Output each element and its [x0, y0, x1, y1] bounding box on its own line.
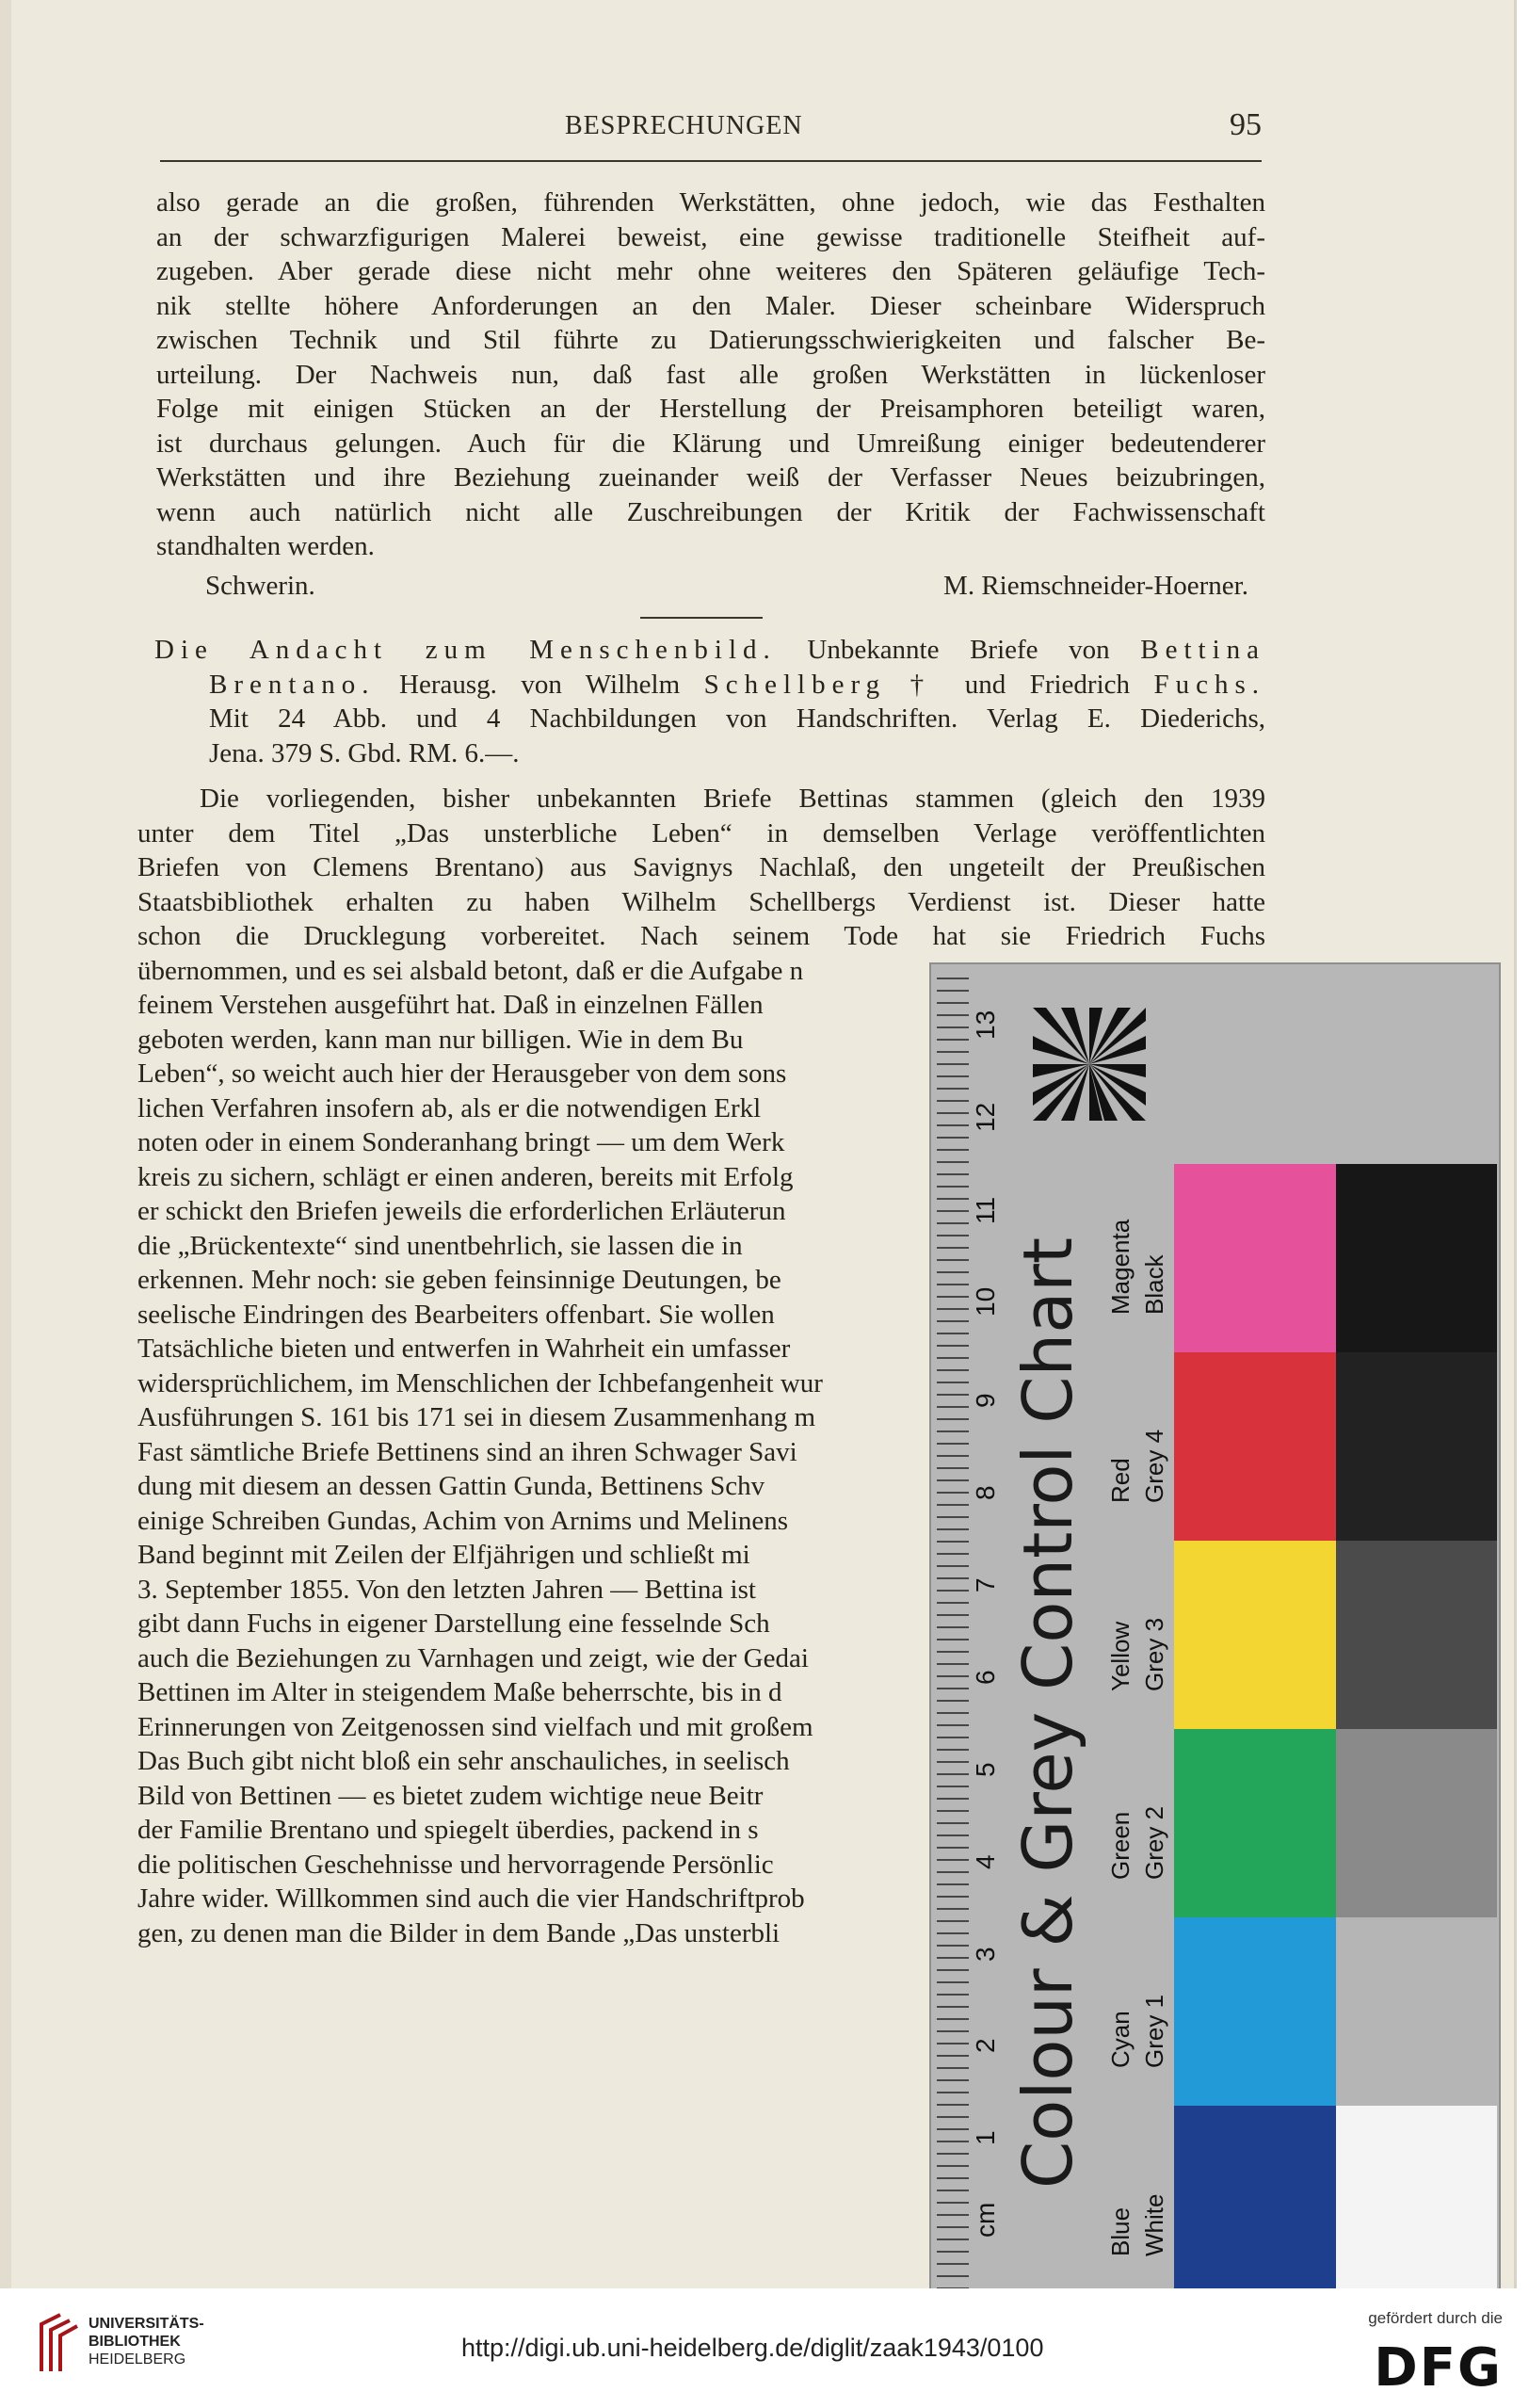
text-line: also gerade an die großen, führenden Werkstätten, ohne jedoch, wie das Festhalten: [156, 187, 1265, 218]
paragraph-continuation: [156, 186, 1265, 564]
colour-swatch: [1174, 1917, 1336, 2106]
library-name-line: HEIDELBERG: [89, 2351, 186, 2368]
section-divider: [640, 617, 763, 619]
grey-label: Grey 3: [1140, 1617, 1168, 1691]
text-line: dung mit diesem an dessen Gattin Gunda, Bettinens Schv: [137, 1471, 765, 1501]
colour-swatch: [1174, 1729, 1336, 1917]
editor-connector: † und Friedrich: [909, 669, 1130, 700]
text-line: wenn auch natürlich nicht alle Zuschreibungen der Kritik der Fachwissenschaft: [156, 496, 1265, 527]
grey-swatch: [1336, 1164, 1497, 1352]
cm-ruler: [937, 978, 969, 2294]
text-line: unter dem Titel „Das unsterbliche Leben“ in demselben Verlage veröffentlichten: [137, 817, 1265, 848]
grey-label: Black: [1140, 1254, 1168, 1315]
editor-prefix: Herausg. von Wilhelm: [399, 669, 681, 700]
colour-label: Yellow: [1106, 1621, 1135, 1691]
page-shadow-edge: [0, 0, 11, 2288]
text-line: seelische Eindringen des Bearbeiters offenbart. Sie wollen: [137, 1299, 775, 1330]
library-logo-icon: [36, 2311, 79, 2375]
colour-swatch: [1174, 1541, 1336, 1729]
entry-details: Mit 24 Abb. und 4 Nachbildungen von Handschriften. Verlag E. Diederichs,: [209, 703, 1265, 734]
ruler-label: cm: [971, 2202, 1000, 2238]
text-line: an der schwarzfigurigen Malerei beweist, eine gewisse traditionelle Steifheit auf-: [156, 221, 1265, 252]
text-line: Folge mit einigen Stücken an der Herstellung der Preisamphoren beteiligt waren,: [156, 394, 1265, 424]
grey-label: Grey 1: [1140, 1994, 1168, 2068]
colour-label: Red: [1106, 1458, 1135, 1503]
review-signature: [156, 571, 1265, 605]
ruler-label: 3: [971, 1946, 1000, 1962]
text-line: lichen Verfahren insofern ab, als er die notwendigen Erkl: [137, 1092, 762, 1123]
text-line: standhalten werden.: [156, 531, 375, 561]
chart-title: Colour & Grey Control Chart: [1008, 1236, 1087, 2189]
text-line: Werkstätten und ihre Beziehung zueinander weiß der Verfasser Neues beizubringen,: [156, 462, 1265, 493]
colour-swatch: [1174, 1352, 1336, 1541]
text-line: Jahre wider. Willkommen sind auch die vier Handschriftprob: [137, 1883, 805, 1914]
text-line: Briefen von Clemens Brentano) aus Savignys Nachlaß, den ungeteilt der Preußischen: [137, 852, 1265, 882]
colour-label: Magenta: [1106, 1219, 1135, 1315]
text-line: feinem Verstehen ausgeführt hat. Daß in einzelnen Fällen: [137, 990, 764, 1020]
text-line: widersprüchlichem, im Menschlichen der Ichbefangenheit wur: [137, 1367, 823, 1398]
funding-note: gefördert durch die: [1368, 2309, 1503, 2327]
permalink-url[interactable]: http://digi.ub.uni-heidelberg.de/diglit/zaak1943/0100: [461, 2334, 1044, 2362]
text-line: Erinnerungen von Zeitgenossen sind vielfach und mit großem: [137, 1711, 813, 1742]
signature-author: M. Riemschneider-Hoerner.: [943, 571, 1248, 601]
footer: [0, 2288, 1529, 2408]
text-line: nik stellte höhere Anforderungen an den Maler. Dieser scheinbare Widerspruch: [156, 290, 1265, 321]
book-title: Die Andacht zum Menschenbild.: [154, 635, 777, 665]
ruler-label: 1: [971, 2130, 1000, 2146]
text-line: gibt dann Fuchs in eigener Darstellung eine fesselnde Sch: [137, 1608, 770, 1639]
text-line: 3. September 1855. Von den letzten Jahren — Bettina ist: [137, 1574, 756, 1605]
text-line: noten oder in einem Sonderanhang bringt — um dem Werk: [137, 1127, 785, 1157]
author-first-name: Bettina: [1140, 635, 1265, 665]
author-last-name: Brentano.: [209, 669, 376, 700]
ruler-label: 4: [971, 1854, 1000, 1869]
grey-swatch: [1336, 1352, 1497, 1541]
text-line: Bettinen im Alter in steigendem Maße beherrschte, bis in d: [137, 1677, 782, 1707]
grey-label: White: [1140, 2193, 1168, 2256]
text-line: der Familie Brentano und spiegelt überdies, packend in s: [137, 1815, 759, 1845]
text-line: schon die Drucklegung vorbereitet. Nach seinem Tode hat sie Friedrich Fuchs: [137, 921, 1265, 951]
ruler-label: 6: [971, 1670, 1000, 1685]
starburst-logo-icon: [1033, 1008, 1146, 1121]
colour-label: Cyan: [1106, 2011, 1135, 2068]
ruler-label: 11: [971, 1196, 1000, 1224]
grey-label: Grey 2: [1140, 1805, 1168, 1880]
ruler-label: 9: [971, 1393, 1000, 1409]
page-number: 95: [1230, 107, 1262, 142]
running-head: [160, 105, 1262, 153]
text-line: einige Schreiben Gundas, Achim von Arnims und Melinens: [137, 1505, 789, 1536]
text-line: urteilung. Der Nachweis nun, daß fast alle großen Werkstätten in lückenloser: [156, 359, 1265, 390]
text-line: Bild von Bettinen — es bietet zudem wichtige neue Beitr: [137, 1780, 764, 1811]
ruler-label: 12: [971, 1102, 1000, 1132]
colour-swatch: [1174, 2106, 1336, 2294]
text-line: er schickt den Briefen jeweils die erforderlichen Erläuterun: [137, 1196, 786, 1226]
signature-place: Schwerin.: [205, 571, 315, 601]
text-line: zwischen Technik und Stil führte zu Datierungsschwierigkeiten und falscher Be-: [156, 325, 1265, 355]
grey-label: Grey 4: [1140, 1429, 1168, 1503]
colour-label: Blue: [1106, 2206, 1135, 2256]
grey-swatch: [1336, 1917, 1497, 2106]
bibliographic-entry: [154, 633, 1265, 770]
grey-swatch: [1336, 1729, 1497, 1917]
text-line: auch die Beziehungen zu Varnhagen und zeigt, wie der Gedai: [137, 1642, 809, 1673]
colour-swatches: [1174, 1164, 1336, 2294]
grey-swatch: [1336, 2106, 1497, 2294]
text-line: Staatsbibliothek erhalten zu haben Wilhelm Schellbergs Verdienst ist. Dieser hatte: [137, 886, 1265, 917]
book-subtitle: Unbekannte Briefe von: [807, 635, 1110, 665]
text-line: ist durchaus gelungen. Auch für die Klärung und Umreißung einiger bedeutenderer: [156, 428, 1265, 459]
text-line: zugeben. Aber gerade diese nicht mehr ohne weiteres den Späteren geläufige Tech-: [156, 256, 1265, 286]
ruler-label: 10: [971, 1286, 1000, 1317]
library-name: [89, 2315, 204, 2368]
text-line: geboten werden, kann man nur billigen. Wie in dem Bu: [137, 1024, 744, 1055]
text-line: Ausführungen S. 161 bis 171 sei in diesem Zusammenhang m: [137, 1402, 816, 1432]
text-line: Das Buch gibt nicht bloß ein sehr anschauliches, in seelisch: [137, 1746, 790, 1776]
text-line: Leben“, so weicht auch hier der Herausgeber von dem sons: [137, 1059, 787, 1089]
text-line: übernommen, und es sei alsbald betont, daß er die Aufgabe n: [137, 955, 804, 986]
text-line: gen, zu denen man die Bilder in dem Bande „Das unsterbli: [137, 1917, 781, 1948]
dfg-logo: DFG: [1374, 2337, 1503, 2399]
grey-swatch: [1336, 1541, 1497, 1729]
text-line: Band beginnt mit Zeilen der Elfjährigen und schließt mi: [137, 1540, 750, 1570]
text-line: Fast sämtliche Briefe Bettinens sind an ihren Schwager Savi: [137, 1436, 797, 1467]
text-line: kreis zu sichern, schlägt er einen anderen, bereits mit Erfolg: [137, 1161, 794, 1192]
ruler-label: 13: [971, 1010, 1000, 1040]
running-title: BESPRECHUNGEN: [565, 111, 803, 140]
text-line: erkennen. Mehr noch: sie geben feinsinnige Deutungen, be: [137, 1265, 781, 1295]
editor2-name: Fuchs.: [1153, 669, 1266, 700]
library-name-line: UNIVERSITÄTS-: [89, 2316, 204, 2332]
text-line: die politischen Geschehnisse und hervorragende Persönlic: [137, 1849, 774, 1880]
library-name-line: BIBLIOTHEK: [89, 2334, 181, 2350]
ruler-label: 7: [971, 1577, 1000, 1593]
text-line: die „Brückentexte“ sind unentbehrlich, sie lassen die in: [137, 1230, 743, 1261]
ruler-label: 5: [971, 1762, 1000, 1777]
colour-control-chart: [929, 962, 1501, 2298]
editor-name: Schellberg: [703, 669, 887, 700]
header-rule: [160, 160, 1262, 162]
colour-label: Green: [1106, 1811, 1135, 1880]
ruler-label: 2: [971, 2038, 1000, 2054]
text-line: Die vorliegenden, bisher unbekannten Briefe Bettinas stammen (gleich den 1939: [200, 784, 1265, 814]
colour-swatch: [1174, 1164, 1336, 1352]
text-line: Tatsächliche bieten und entwerfen in Wahrheit ein umfasser: [137, 1333, 791, 1364]
grey-swatches: [1336, 1164, 1497, 2294]
entry-publication: Jena. 379 S. Gbd. RM. 6.—.: [209, 737, 520, 768]
ruler-label: 8: [971, 1485, 1000, 1501]
